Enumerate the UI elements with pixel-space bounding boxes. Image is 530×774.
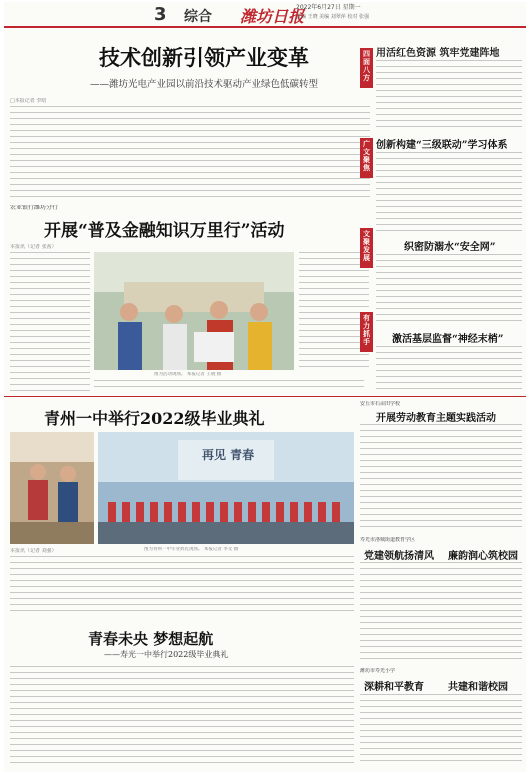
right-headline-1: 用活红色资源 筑牢党建阵地 — [376, 48, 500, 59]
right-headline-4: 激活基层监督“神经末梢” — [392, 334, 504, 345]
graduation-stage-text: 再见 青春 — [202, 448, 255, 462]
graduation-title: 青州一中举行2022级毕业典礼 — [44, 409, 265, 428]
tag-4: 有力抓手 — [360, 312, 373, 352]
right-body-4 — [376, 346, 522, 390]
right-body-2 — [376, 152, 522, 232]
graduation-photo-left — [10, 432, 94, 544]
bank-byline: 本报讯（记者 张茜） — [10, 244, 57, 250]
bank-body-right — [299, 252, 369, 370]
bank-body-bottom — [94, 380, 364, 392]
page-header — [4, 2, 526, 28]
top-article — [54, 42, 354, 90]
school-1-body — [360, 424, 522, 532]
school-3-headline-b: 共建和谐校园 — [448, 682, 508, 693]
school-3: 潍坊市寿光小学 — [360, 668, 396, 674]
top-article-title: 技术创新引领产业变革 — [99, 45, 309, 70]
right-headline-3: 织密防溺水“安全网” — [404, 242, 496, 253]
school-2-headline-a: 党建领航扬清风 — [364, 551, 434, 562]
school-3-body — [360, 694, 522, 766]
masthead: 潍坊日报 — [240, 7, 305, 26]
graduation-byline: 本报讯（记者 刘强） — [10, 548, 57, 554]
right-body-1 — [376, 60, 522, 130]
bank-event-photo — [94, 252, 294, 370]
tag-3: 文聚发展 — [360, 228, 373, 268]
graduation-photo-caption: 图为青州一中毕业典礼现场。 本报记者 李文 摄 — [144, 547, 239, 552]
school-1-headline: 开展劳动教育主题实践活动 — [376, 413, 496, 424]
school-1: 安丘市石亩田学校 — [360, 401, 401, 407]
second-graduation-subtitle: ——寿光一中举行2022级毕业典礼 — [104, 650, 229, 659]
newspaper-page — [4, 2, 526, 772]
top-article-byline: □本报记者 李晗 — [10, 98, 47, 104]
bank-body-left — [10, 252, 90, 392]
page-number: 3 — [154, 4, 167, 25]
graduation-stage-photo — [98, 432, 354, 544]
right-headline-2: 创新构建“三级联动”学习体系 — [376, 140, 508, 151]
second-graduation-body — [10, 666, 354, 766]
section-label: 综合 — [184, 9, 212, 25]
top-article-body — [10, 106, 370, 198]
editor-line: 责编 王晓 美编 刘翠萍 校对 张强 — [296, 14, 369, 20]
top-article-subtitle: ——潍坊光电产业园以前沿技术驱动产业绿色低碳转型 — [89, 79, 318, 90]
section-divider — [4, 396, 526, 397]
bank-kicker: 农业银行潍坊分行 — [10, 205, 59, 211]
school-3-headline-a: 深耕和平教育 — [364, 682, 424, 693]
bank-photo-caption: 图为活动现场。 本报记者 王晓 摄 — [154, 372, 222, 377]
graduation-body — [10, 556, 354, 616]
bank-article-title: 开展“普及金融知识万里行”活动 — [44, 221, 285, 241]
school-2-headline-b: 廉韵润心筑校园 — [448, 551, 518, 562]
tag-1: 四面八方 — [360, 48, 373, 88]
graduation-photo-left-illustration — [10, 432, 94, 544]
tag-2: 广文聚焦 — [360, 138, 373, 178]
school-2-body — [360, 562, 522, 664]
bank-photo-illustration — [94, 252, 294, 370]
school-2: 寿光市洛城街道教育学区 — [360, 537, 416, 543]
right-body-3 — [376, 254, 522, 324]
date-line: 2022年6月27日 星期一 — [296, 4, 361, 11]
second-graduation-title: 青春未央 梦想起航 — [88, 630, 214, 648]
